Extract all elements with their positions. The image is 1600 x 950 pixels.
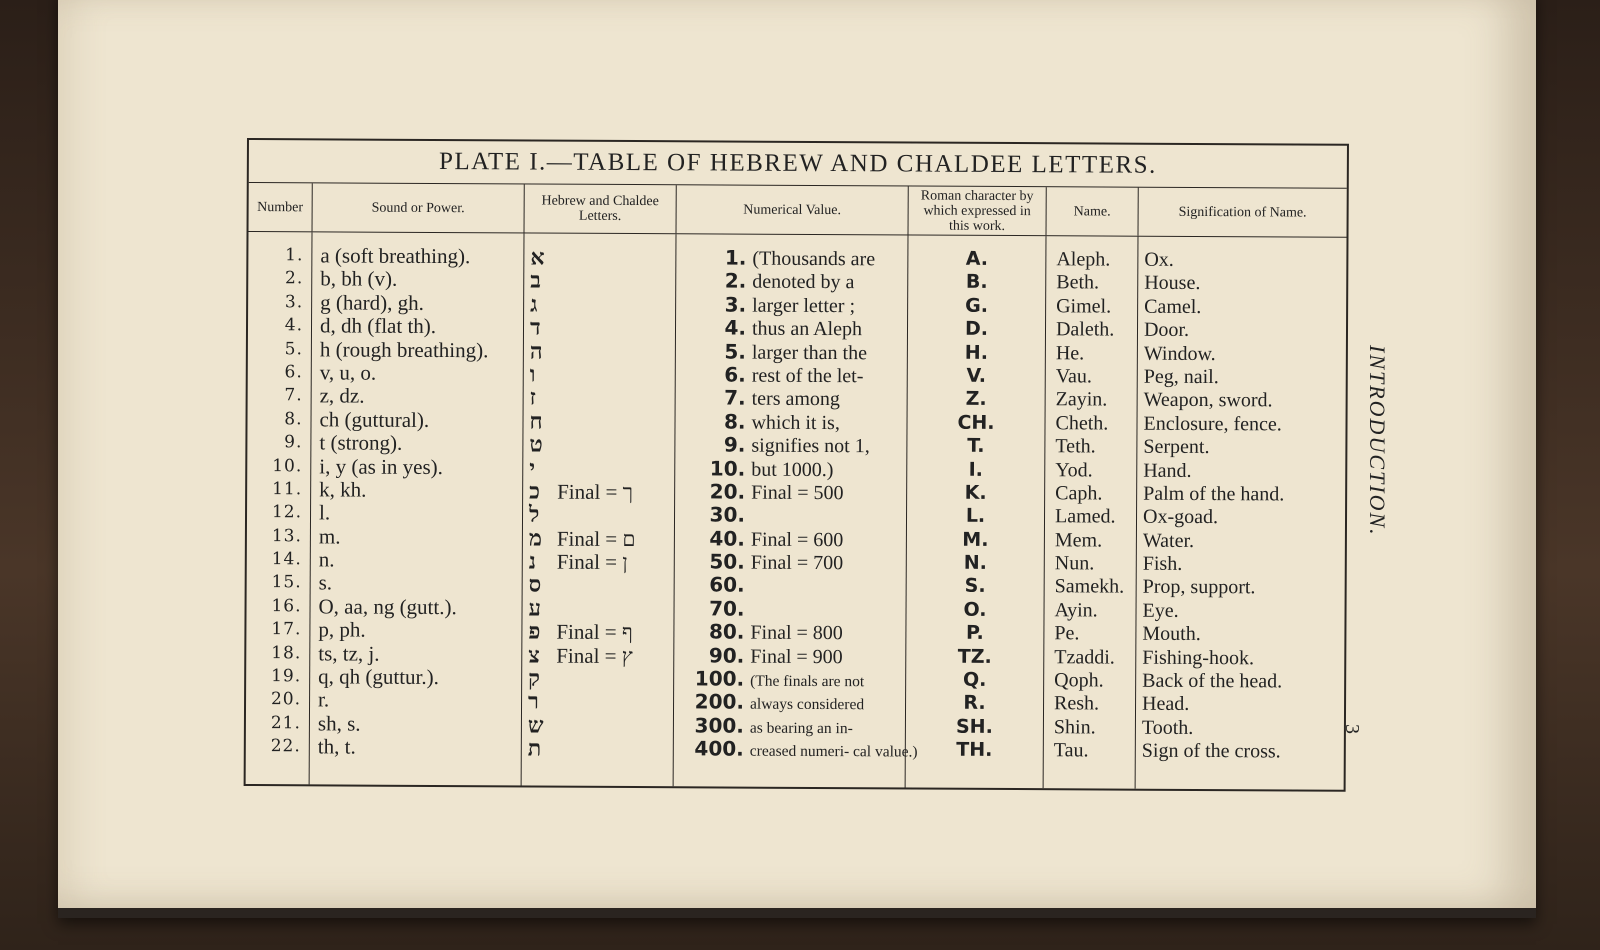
numeric-value: 6.	[724, 362, 746, 387]
row-sound: p, ph.	[318, 617, 366, 642]
numeric-value: 2.	[724, 268, 747, 294]
row-signification: Window.	[1143, 342, 1216, 365]
header-name: Name.	[1047, 187, 1139, 235]
hebrew-letter: ה	[529, 338, 543, 364]
row-hebrew	[524, 316, 675, 340]
row-number: 2.	[284, 268, 304, 289]
row-roman: TZ.	[957, 645, 992, 668]
hebrew-letter: ח	[529, 408, 543, 434]
row-sound: r.	[317, 687, 330, 712]
row-number: 17.	[271, 619, 302, 640]
row-name: Shin.	[1053, 716, 1096, 739]
column-sound	[310, 232, 525, 785]
row-number: 14.	[271, 549, 302, 570]
row-number: 16.	[271, 595, 302, 617]
hebrew-letter: ע	[528, 595, 542, 621]
row-signification: Fish.	[1142, 552, 1183, 575]
running-head: INTRODUCTION.	[1365, 345, 1390, 537]
row-signification: Enclosure, fence.	[1143, 412, 1282, 436]
row-name: Aleph.	[1056, 248, 1111, 271]
table-body	[246, 232, 1347, 790]
numeric-value: 40.	[709, 526, 745, 551]
row-sound: l.	[318, 500, 331, 525]
row-signification: House.	[1144, 272, 1201, 295]
value-note: (Thousands are	[752, 247, 876, 271]
row-number: 4.	[284, 315, 304, 336]
row-name: Caph.	[1055, 482, 1103, 505]
row-value	[674, 714, 905, 739]
row-name: Mem.	[1054, 528, 1103, 552]
row-number: 10.	[272, 455, 303, 476]
row-roman: Z.	[965, 388, 987, 411]
row-number: 18.	[271, 642, 302, 663]
row-value	[674, 667, 905, 692]
value-note: larger than the	[751, 341, 868, 364]
value-note: larger letter ;	[752, 294, 856, 317]
row-name: Gimel.	[1056, 295, 1112, 318]
row-hebrew	[524, 339, 675, 363]
row-sound: h (rough breathing).	[319, 336, 489, 362]
row-sound: i, y (as in yes).	[319, 453, 444, 479]
row-hebrew	[522, 620, 673, 644]
row-roman: G.	[965, 294, 989, 317]
row-sound: s.	[318, 570, 333, 595]
row-roman: V.	[966, 364, 987, 387]
row-value	[676, 316, 907, 341]
row-roman: M.	[962, 528, 989, 551]
row-hebrew	[524, 292, 675, 316]
numeric-value: 50.	[709, 549, 745, 574]
value-note: creased numeri- cal value.)	[749, 742, 918, 761]
value-note: Final = 600	[750, 528, 844, 551]
row-roman: R.	[963, 692, 986, 715]
numeric-value: 1.	[724, 245, 747, 270]
row-value	[674, 736, 918, 762]
page-number: 3	[1341, 724, 1363, 734]
row-sound: n.	[318, 547, 335, 572]
row-hebrew	[523, 433, 674, 457]
numeric-value: 3.	[724, 292, 747, 317]
table-header-row	[249, 183, 1347, 238]
value-note: thus an Aleph	[751, 317, 863, 341]
row-signification: Fishing-hook.	[1142, 646, 1255, 669]
value-note: Final = 900	[750, 645, 843, 668]
row-hebrew	[523, 550, 674, 574]
hebrew-final-form: Final = ף	[556, 619, 633, 645]
hebrew-letter: ד	[529, 314, 541, 340]
row-sound: g (hard), gh.	[320, 290, 425, 315]
value-note: which it is,	[751, 411, 840, 434]
row-signification: Camel.	[1144, 295, 1202, 318]
row-roman: T.	[967, 434, 985, 457]
row-hebrew	[523, 573, 674, 597]
numeric-value: 200.	[694, 689, 745, 715]
row-value	[674, 620, 905, 645]
row-roman: I.	[968, 458, 983, 481]
row-roman: B.	[965, 271, 988, 294]
row-name: Ayin.	[1054, 599, 1098, 622]
row-value	[675, 480, 906, 505]
row-roman: Q.	[962, 668, 987, 691]
row-name: Beth.	[1056, 271, 1100, 294]
row-roman: K.	[964, 481, 987, 504]
hebrew-final-form: Final = ך	[557, 479, 634, 504]
numeric-value: 30.	[709, 502, 746, 527]
row-number: 9.	[284, 432, 303, 453]
row-name: Qoph.	[1054, 669, 1104, 692]
row-roman: O.	[963, 598, 987, 621]
row-signification: Tooth.	[1141, 716, 1194, 739]
numeric-value: 4.	[724, 315, 747, 340]
row-value	[676, 270, 907, 295]
row-name: Resh.	[1053, 692, 1100, 715]
numeric-value: 5.	[724, 339, 746, 364]
row-hebrew	[522, 643, 673, 667]
row-value	[676, 363, 907, 388]
row-value	[676, 246, 907, 271]
row-signification: Water.	[1142, 529, 1195, 552]
row-value	[675, 504, 906, 529]
row-value	[676, 340, 907, 365]
row-sound: d, dh (flat th).	[319, 313, 437, 339]
row-value	[674, 691, 905, 716]
hebrew-letter: א	[530, 244, 545, 270]
row-sound: q, qh (guttur.).	[318, 664, 439, 690]
value-note	[744, 598, 750, 620]
hebrew-letter: ב	[530, 267, 541, 293]
row-sound: ts, tz, j.	[318, 641, 380, 666]
hebrew-final-form: Final = ם	[556, 526, 636, 551]
value-note: Final = 700	[750, 551, 844, 575]
hebrew-letter: ג	[530, 291, 538, 317]
row-number: 13.	[271, 525, 302, 546]
row-roman: SH.	[955, 715, 993, 738]
column-name	[1044, 236, 1139, 788]
value-note: denoted by a	[752, 271, 855, 294]
row-signification: Peg, nail.	[1143, 365, 1219, 389]
row-sound: m.	[318, 524, 341, 549]
hebrew-letter: צ	[528, 642, 540, 668]
row-value	[675, 527, 906, 552]
row-signification: Head.	[1141, 693, 1190, 716]
header-hebrew: Hebrew and Chaldee Letters.	[525, 184, 677, 233]
row-hebrew	[522, 690, 673, 714]
row-value	[675, 410, 906, 435]
row-roman: CH.	[957, 411, 995, 434]
row-value	[676, 293, 907, 318]
row-number: 19.	[271, 666, 302, 687]
numeric-value: 100.	[694, 666, 745, 691]
plate-title: PLATE I.—TABLE OF HEBREW AND CHALDEE LETTERS.	[249, 140, 1347, 189]
row-number: 12.	[271, 502, 303, 523]
row-number: 7.	[284, 385, 303, 406]
hebrew-letter: כ	[529, 478, 540, 504]
hebrew-letter: נ	[528, 548, 537, 574]
row-hebrew	[523, 456, 674, 480]
numeric-value: 400.	[694, 736, 744, 761]
hebrew-letter: ז	[529, 384, 536, 410]
row-sound: k, kh.	[319, 477, 367, 502]
row-signification: Mouth.	[1142, 622, 1201, 646]
row-number: 8.	[284, 408, 303, 430]
row-hebrew	[523, 526, 674, 550]
row-name: Zayin.	[1055, 388, 1108, 411]
row-hebrew	[523, 479, 674, 503]
numeric-value: 300.	[694, 713, 744, 738]
row-sound: a (soft breathing).	[320, 243, 471, 269]
numeric-value: 60.	[709, 572, 745, 598]
value-note: but 1000.)	[751, 458, 834, 481]
hebrew-final-form: Final = ץ	[556, 643, 633, 668]
header-value: Numerical Value.	[677, 185, 909, 234]
row-number: 20.	[270, 689, 302, 710]
row-sound: b, bh (v).	[320, 266, 398, 292]
row-signification: Serpent.	[1143, 435, 1210, 459]
row-hebrew	[522, 666, 673, 690]
hebrew-final-form: Final = ן	[556, 549, 628, 575]
row-sound: v, u, o.	[319, 360, 377, 385]
value-note: Final = 500	[751, 481, 844, 505]
row-value	[675, 574, 906, 599]
row-number: 5.	[284, 338, 303, 359]
row-sound: th, t.	[317, 734, 356, 759]
numeric-value: 90.	[708, 643, 745, 668]
row-name: Pe.	[1054, 622, 1080, 645]
value-note: ters among	[751, 387, 841, 411]
row-signification: Hand.	[1143, 459, 1192, 482]
value-note: rest of the let-	[751, 364, 864, 388]
row-value	[674, 644, 905, 669]
row-name: Tzaddi.	[1054, 645, 1115, 669]
row-roman: N.	[963, 551, 987, 574]
numeric-value: 20.	[709, 479, 746, 504]
row-value	[674, 597, 905, 622]
hebrew-letter: ל	[528, 501, 540, 527]
row-number: 3.	[284, 291, 304, 313]
column-roman	[906, 235, 1047, 788]
numeric-value: 80.	[708, 619, 745, 644]
row-roman: S.	[964, 575, 986, 598]
row-number: 11.	[272, 479, 303, 500]
row-sound: sh, s.	[317, 711, 361, 736]
hebrew-letter: ר	[527, 688, 539, 714]
header-sound: Sound or Power.	[313, 183, 525, 232]
row-roman: H.	[964, 341, 989, 364]
hebrew-letter: י	[529, 454, 536, 481]
hebrew-letter: ס	[528, 571, 542, 598]
row-signification: Back of the head.	[1142, 669, 1283, 693]
row-signification: Prop, support.	[1142, 576, 1256, 599]
header-roman: Roman character by which expressed in this work.	[909, 186, 1047, 235]
column-hebrew	[522, 233, 677, 786]
row-value	[675, 433, 906, 458]
value-note: always considered	[749, 696, 865, 714]
row-hebrew	[522, 737, 673, 761]
row-hebrew	[522, 596, 673, 620]
row-name: Yod.	[1055, 458, 1093, 481]
row-sound: t (strong).	[319, 430, 403, 455]
row-number: 6.	[284, 362, 303, 383]
row-number: 21.	[270, 712, 301, 734]
column-value	[674, 234, 918, 787]
row-name: Teth.	[1055, 435, 1096, 458]
numeric-value: 70.	[709, 596, 745, 621]
numeric-value: 10.	[709, 455, 746, 481]
row-roman: A.	[965, 247, 989, 270]
value-note: signifies not 1,	[751, 434, 870, 458]
row-hebrew	[524, 386, 675, 410]
row-signification: Ox-goad.	[1142, 505, 1219, 529]
row-sound: z, dz.	[319, 383, 365, 408]
row-name: Tau.	[1053, 739, 1089, 762]
row-signification: Eye.	[1142, 599, 1179, 622]
numeric-value: 9.	[723, 432, 746, 457]
row-name: Daleth.	[1055, 318, 1115, 341]
header-signification: Signification of Name.	[1178, 204, 1307, 221]
row-hebrew	[523, 503, 674, 527]
row-hebrew	[524, 269, 675, 293]
row-value	[675, 457, 906, 482]
header-number: Number	[249, 183, 313, 231]
row-signification: Weapon, sword.	[1143, 389, 1273, 412]
row-hebrew	[522, 713, 673, 737]
row-value	[675, 550, 906, 575]
row-signification: Sign of the cross.	[1141, 739, 1281, 763]
row-signification: Ox.	[1144, 248, 1174, 271]
row-name: He.	[1055, 341, 1085, 364]
row-signification: Door.	[1143, 318, 1190, 342]
row-roman: TH.	[956, 738, 993, 762]
numeric-value: 7.	[724, 385, 746, 410]
row-hebrew	[524, 245, 675, 269]
row-number: 1.	[285, 245, 304, 266]
column-signification	[1136, 237, 1347, 790]
hebrew-letter: ת	[527, 735, 542, 761]
hebrew-letter: ש	[527, 712, 544, 738]
row-hebrew	[524, 362, 675, 386]
row-name: Cheth.	[1055, 411, 1109, 435]
hebrew-letters-table	[244, 138, 1349, 792]
row-hebrew	[523, 409, 674, 433]
row-signification: Palm of the hand.	[1143, 482, 1285, 506]
value-note	[745, 575, 751, 597]
hebrew-letter: ק	[528, 665, 541, 691]
column-number	[246, 232, 313, 784]
row-roman: L.	[965, 505, 986, 528]
value-note: Final = 800	[750, 621, 843, 645]
row-name: Nun.	[1054, 552, 1095, 575]
hebrew-letter: ו	[529, 361, 536, 387]
row-number: 22.	[270, 736, 301, 757]
row-value	[676, 387, 907, 412]
row-sound: ch (guttural).	[319, 407, 430, 432]
row-sound: O, aa, ng (gutt.).	[318, 594, 457, 619]
row-name: Lamed.	[1054, 505, 1116, 528]
hebrew-letter: ט	[529, 431, 543, 457]
row-roman: P.	[966, 622, 984, 645]
hebrew-letter: מ	[528, 525, 543, 551]
value-note	[745, 505, 751, 527]
row-number: 15.	[271, 572, 302, 593]
value-note: (The finals are not	[750, 672, 865, 691]
value-note: as bearing an in-	[749, 719, 853, 737]
row-name: Samekh.	[1054, 575, 1125, 599]
row-roman: D.	[964, 317, 989, 341]
hebrew-letter: פ	[528, 618, 541, 644]
row-name: Vau.	[1055, 365, 1092, 388]
numeric-value: 8.	[723, 409, 746, 434]
